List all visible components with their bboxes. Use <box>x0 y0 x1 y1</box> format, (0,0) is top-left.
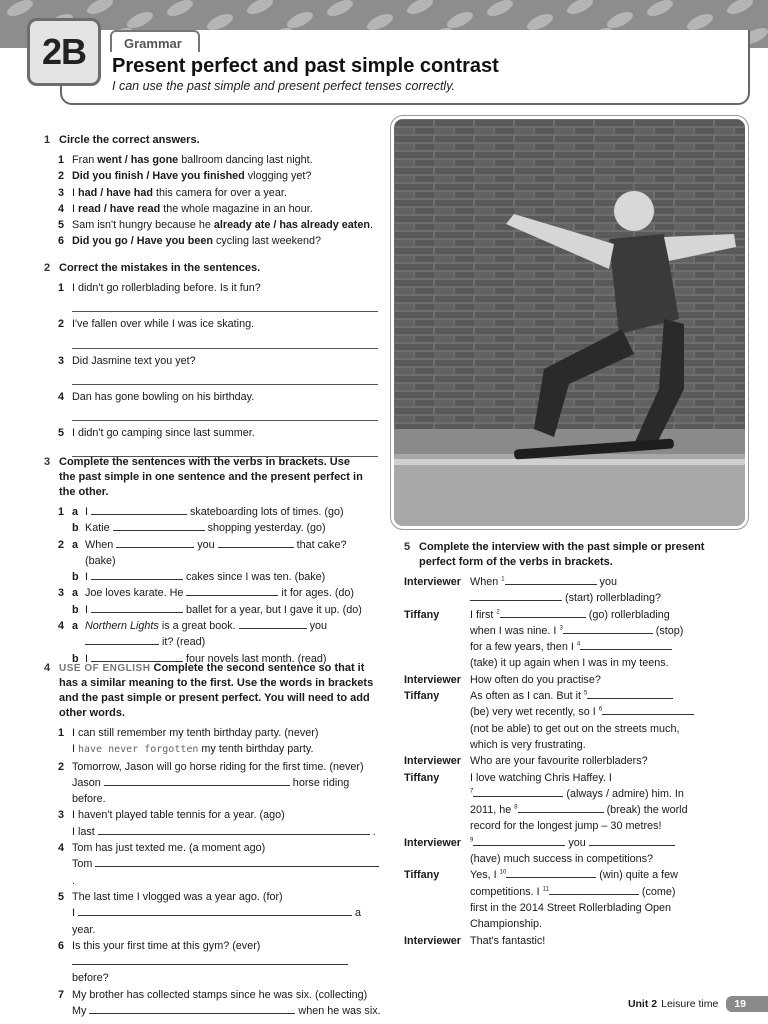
list-item: 4 a Northern Lights is a great book. you <box>58 620 328 633</box>
list-item: 7 My brother has collected stamps since he was six. (collecting) <box>58 988 368 1001</box>
answer-line[interactable] <box>72 369 378 385</box>
answer-line[interactable] <box>72 405 378 421</box>
answer-blank[interactable] <box>587 688 673 699</box>
example-answer: I have never forgotten my tenth birthday party. <box>72 743 314 756</box>
exercise-instruction: Complete the sentences with the verbs in brackets. Use the past simple in one sentence and the present perfect in the other. <box>59 456 363 498</box>
page-title: Present perfect and past simple contrast <box>112 55 499 77</box>
exercise-2 <box>44 261 394 457</box>
list-item: Tom . <box>58 856 384 889</box>
interview-line: Interviewer When $^1$ you <box>404 576 617 588</box>
list-item: 3 Did Jasmine text you yet? <box>58 354 196 367</box>
answer-blank[interactable] <box>98 824 370 835</box>
interview-line: Interviewer Who are your favourite rollerbladers? <box>404 755 648 768</box>
answer-blank[interactable] <box>580 639 672 650</box>
list-item: b I cakes since I was ten. (bake) <box>72 571 326 584</box>
answer-blank[interactable] <box>95 856 379 867</box>
list-item: 1 I didn't go rollerblading before. Is it fun? <box>58 282 261 294</box>
list-item: 5 Sam isn't hungry because he already ate / has already eaten. <box>58 219 373 232</box>
interview-line: Interviewer That's fantastic! <box>404 934 546 947</box>
footer-topic: Leisure time <box>661 998 719 1010</box>
list-item: 1 I can still remember my tenth birthday party. (never) <box>58 727 319 739</box>
answer-blank[interactable] <box>500 607 586 618</box>
interview-line: Interviewer How often do you practise? <box>404 673 601 686</box>
exercise-number: 5 <box>404 541 411 553</box>
list-item: I a year. <box>72 907 362 936</box>
list-item: 2 I've fallen over while I was ice skating. <box>58 318 255 331</box>
interview-line: Interviewer $^9$ you <box>404 835 734 851</box>
answer-blank[interactable] <box>506 867 596 878</box>
list-item: before? <box>58 954 384 987</box>
interview-line: Tiffany As often as I can. But it $^5$ <box>404 688 734 704</box>
page-footer <box>628 996 768 1012</box>
use-of-english-tag: USE OF ENGLISH <box>59 663 151 674</box>
exercise-number: 4 <box>44 662 51 674</box>
exercise-instruction: Complete the second sentence so that it has a similar meaning to the first. Use the words in brackets and the past simple or present perfect. You will need to add other words. <box>59 662 374 719</box>
list-item: 1 a I skateboarding lots of times. (go) <box>58 506 344 518</box>
answer-options[interactable]: read / have read <box>78 202 161 215</box>
answer-blank[interactable] <box>104 775 290 786</box>
answer-options[interactable]: Did you go / Have you been <box>72 235 213 248</box>
answer-options[interactable]: already ate / has already eaten <box>213 219 370 232</box>
interview-line: Tiffany I love watching Chris Haffey. I <box>404 771 612 784</box>
list-item: b I ballet for a year, but I gave it up. (do) <box>72 603 362 616</box>
answer-blank[interactable] <box>78 905 352 916</box>
list-item: 4 I read / have read the whole magazine in an hour. <box>58 202 313 215</box>
answer-blank[interactable] <box>505 574 597 585</box>
list-item: 5 The last time I vlogged was a year ago. (for) <box>58 890 283 903</box>
list-item: I last . <box>72 825 376 838</box>
handwritten-example: have never forgotten <box>78 744 199 756</box>
exercise-number: 2 <box>44 262 51 274</box>
answer-options[interactable]: had / have had <box>78 186 153 199</box>
answer-blank[interactable] <box>549 884 639 895</box>
list-item: 4 Tom has just texted me. (a moment ago) <box>58 842 266 855</box>
list-item: 2 Did you finish / Have you finished vlogging yet? <box>58 170 312 183</box>
list-item: b Katie shopping yesterday. (go) <box>72 522 326 535</box>
skateboarder-photo <box>391 116 748 529</box>
exercise-4 <box>44 661 384 1019</box>
exercise-5: 5 Complete the interview with the past simple or present perfect form of the verbs in brackets. Interviewer When $^1$ you (start) rollerblading? Tiffany I first $^2$ (go) rollerblading when I was nine. I $^3$ (stop) for a few years, then I $^4$ (take) it up again when I was in my teens. Interviewer How often do you practise? Tiffany As often as I can. But it $^5$ (be) very wet recently, so I $^6$ (not be able) to get out on the streets much, which is very frustrating. Interviewer Who are your favourite rollerbladers? Tiffany I love watching Chris Haffey. I $^7$ (always / admire) him. In 2011, he $^8$ (break) the world record for the longest jump – 30 metres! Interviewer $^9$ you (have) much success in competitions? Tiffany Yes, I $^{10}$ (win) quite a few competitions. I $^{11}$ (come) first in the 2014 Street Rollerblading Open Championship. Interviewer That's fantastic! <box>404 540 734 949</box>
list-item: 1 Fran went / has gone ballroom dancing last night. <box>58 154 313 166</box>
answer-blank[interactable] <box>72 954 348 965</box>
answer-blank[interactable] <box>91 602 183 613</box>
answer-blank[interactable] <box>89 1003 295 1014</box>
exercise-number: 3 <box>44 456 51 468</box>
answer-blank[interactable] <box>473 786 563 797</box>
section-tab: Grammar <box>110 30 200 52</box>
page-number: 19 <box>726 996 768 1012</box>
list-item: 4 Dan has gone bowling on his birthday. <box>58 390 255 403</box>
list-item: it? (read) <box>58 634 364 650</box>
exercise-number: 1 <box>44 134 51 146</box>
list-item: 3 I had / have had this camera for over a year. <box>58 186 287 199</box>
answer-line[interactable] <box>72 333 378 349</box>
answer-blank[interactable] <box>470 590 562 601</box>
list-item: 2 Tomorrow, Jason will go horse riding for the first time. (never) <box>58 760 364 773</box>
answer-options[interactable]: went / has gone <box>97 154 179 166</box>
page-subtitle: I can use the past simple and present perfect tenses correctly. <box>112 79 455 93</box>
answer-blank[interactable] <box>91 504 187 515</box>
answer-blank[interactable] <box>91 569 183 580</box>
list-item: 6 Is this your first time at this gym? (ever) <box>58 939 261 952</box>
list-item: 2 a When you that cake? (bake) <box>58 538 347 567</box>
exercise-instruction: Circle the correct answers. <box>59 134 200 146</box>
answer-blank[interactable] <box>473 835 565 846</box>
unit-badge: 2B <box>27 18 101 86</box>
exercise-instruction: Correct the mistakes in the sentences. <box>59 262 261 274</box>
answer-blank[interactable] <box>563 623 653 634</box>
answer-blank[interactable] <box>218 537 294 548</box>
answer-blank[interactable] <box>518 802 604 813</box>
interview-line: Tiffany I first $^2$ (go) rollerblading <box>404 608 670 621</box>
interview-line: Tiffany Yes, I $^{10}$ (win) quite a few <box>404 869 678 882</box>
answer-options[interactable]: Did you finish / Have you finished <box>72 170 245 183</box>
list-item: 6 Did you go / Have you been cycling last weekend? <box>58 235 322 248</box>
list-item: 3 I haven't played table tennis for a year. (ago) <box>58 809 285 822</box>
list-item: My when he was six. <box>72 1005 381 1018</box>
answer-blank[interactable] <box>239 618 307 629</box>
answer-blank[interactable] <box>589 835 675 846</box>
list-item: 3 a Joe loves karate. He it for ages. (do) <box>58 587 355 600</box>
answer-blank[interactable] <box>116 537 194 548</box>
list-item: 5 I didn't go camping since last summer. <box>58 427 255 440</box>
answer-line[interactable] <box>72 296 378 312</box>
list-item: Jason horse riding before. <box>72 776 350 806</box>
footer-unit: Unit 2 <box>627 998 658 1010</box>
exercise-1 <box>44 133 394 250</box>
answer-blank[interactable] <box>602 704 694 715</box>
answer-blank[interactable] <box>186 585 278 596</box>
exercise-3 <box>44 455 364 667</box>
answer-blank[interactable] <box>113 520 205 531</box>
list-item: b I four novels last month. (read) <box>72 652 327 665</box>
exercise-instruction: Complete the interview with the past simple or present perfect form of the verbs in brackets. <box>419 541 705 568</box>
answer-blank[interactable] <box>85 634 159 645</box>
